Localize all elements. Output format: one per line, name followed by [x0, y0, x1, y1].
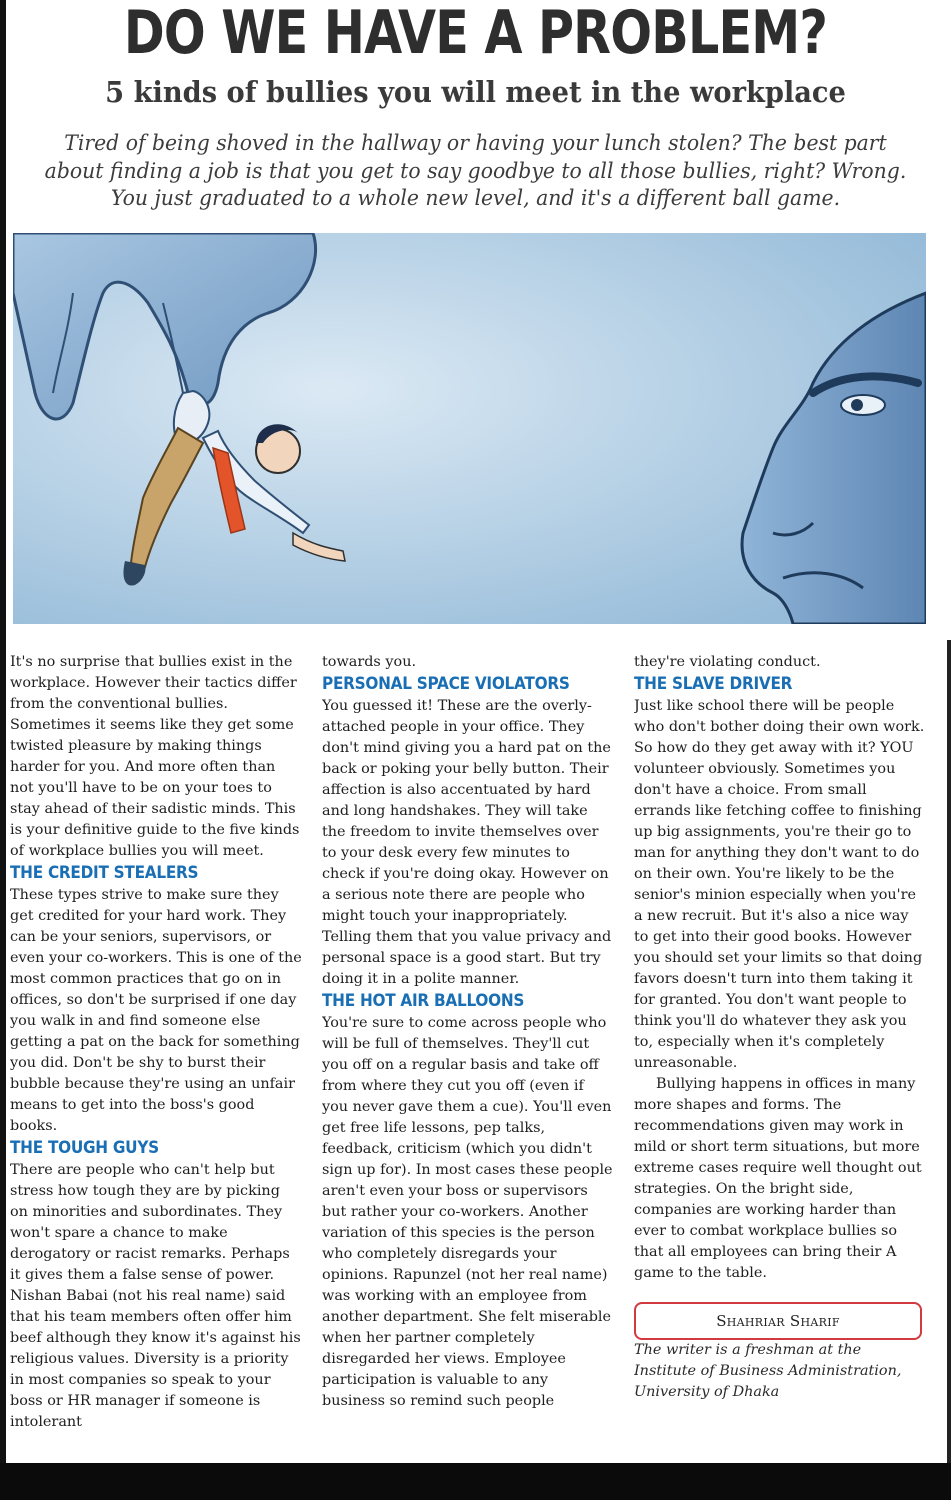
- intro-paragraph: It's no surprise that bullies exist in the workplace. However their tactics differ from the conventional bullies. Sometimes it seems like they get some twisted pleasure by making things harder for you. And more often than not you'll have to be on your toes to stay ahead of their sadistic minds. This is your definitive guide to the five kinds of workplace bullies you will meet.: [10, 654, 300, 859]
- page-bottom-bar: [0, 1463, 951, 1500]
- carryover-text: towards you.: [322, 654, 417, 670]
- carryover-text: they're violating conduct.: [634, 654, 821, 670]
- section-heading-credit-stealers: THE CREDIT STEALERS: [10, 863, 199, 883]
- slave-driver-paragraph: Just like school there will be people who don't bother doing their own work. So how do they get away with it? YOU volunteer obviously. Sometimes you don't have a choice. From small errands like fetching coffee to finishing up big assignments, you're their go to man for anything they don't want to do on their own. You're likely to be the senior's minion especially when you're a new recruit. But it's also a nice way to get into their good books. However you should set your limits so that doing favors doesn't turn into them taking it for granted. You don't want people to think you'll do whatever they ask you to, especially when it's completely unreasonable.: [634, 698, 925, 1071]
- page-right-edge: [947, 640, 951, 1463]
- tough-guys-paragraph: There are people who can't help but stress how tough they are by picking on minorities and subordinates. They won't spare a chance to make derogatory or racist remarks. Perhaps it gives them a false sense of power. Nishan Babai (not his real name) said that his team members often offer him beef although they know it's against his religious values. Diversity is a priority in most companies so speak to your boss or HR manager if someone is intolerant: [10, 1162, 301, 1430]
- credit-stealers-paragraph: These types strive to make sure they get credited for your hard work. They can be your seniors, supervisors, or even your co-workers. This is one of the most common practices that go on in offices, so don't be surprised if one day you walk in and find someone else getting a pat on the back for something you did. Don't be shy to burst their bubble because they're using an unfair means to get into the boss's good books.: [10, 887, 302, 1134]
- section-heading-personal-space: PERSONAL SPACE VIOLATORS: [322, 674, 570, 694]
- section-heading-tough-guys: THE TOUGH GUYS: [10, 1138, 159, 1158]
- closing-paragraph: Bullying happens in offices in many more shapes and forms. The recommendations given may work in mild or short term situations, but more extreme cases require well thought out strategies. On the bright side, companies are working harder than ever to combat workplace bullies so that all employees can bring their A game to the table.: [634, 1076, 922, 1281]
- hot-air-balloons-paragraph: You're sure to come across people who will be full of themselves. They'll cut you off on a regular basis and take off from where they cut you off (even if you never gave them a cue). You'll even get free life lessons, pep talks, feedback, criticism (which you didn't sign up for). In most cases these people aren't even your boss or supervisors but rather your co-workers. Another variation of this species is the person who completely disregards your opinions. Rapunzel (not her real name) was working with an employee from another department. She felt miserable when her partner completely disregarded her views. Employee participation is valuable to any business so remind such people: [322, 1015, 613, 1409]
- section-heading-slave-driver: THE SLAVE DRIVER: [634, 674, 793, 694]
- author-byline: Shahriar Sharif: [634, 1302, 922, 1340]
- article-illustration: [13, 233, 926, 624]
- article-column-1: [10, 652, 302, 1464]
- page-left-edge: [0, 0, 6, 1500]
- personal-space-paragraph: You guessed it! These are the overly-attached people in your office. They don't mind giving you a hard pat on the back or poking your belly button. Their affection is also accentuated by hard and long handshakes. They will take the freedom to invite themselves over to your desk every few minutes to check if you're doing okay. However on a serious note there are people who might touch your inappropriately. Telling them that you value privacy and personal space is a good start. But try doing it in a polite manner.: [322, 698, 612, 987]
- giant-hand-lifting-office-worker-illustration: [13, 233, 926, 624]
- article-column-2: [322, 652, 614, 1464]
- article-column-3: [634, 652, 926, 1464]
- standfirst: Tired of being shoved in the hallway or having your lunch stolen? The best part about finding a job is that you get to say goodbye to all those bullies, right? Wrong. You just graduated to a whole new level, and it's a different ball game.: [44, 131, 907, 210]
- section-heading-hot-air-balloons: THE HOT AIR BALLOONS: [322, 991, 525, 1011]
- subheadline: 5 kinds of bullies you will meet in the workplace: [105, 75, 846, 109]
- writer-note: The writer is a freshman at the Institute of Business Administration, University of Dhaka: [634, 1342, 902, 1400]
- headline: DO WE HAVE A PROBLEM?: [123, 0, 828, 68]
